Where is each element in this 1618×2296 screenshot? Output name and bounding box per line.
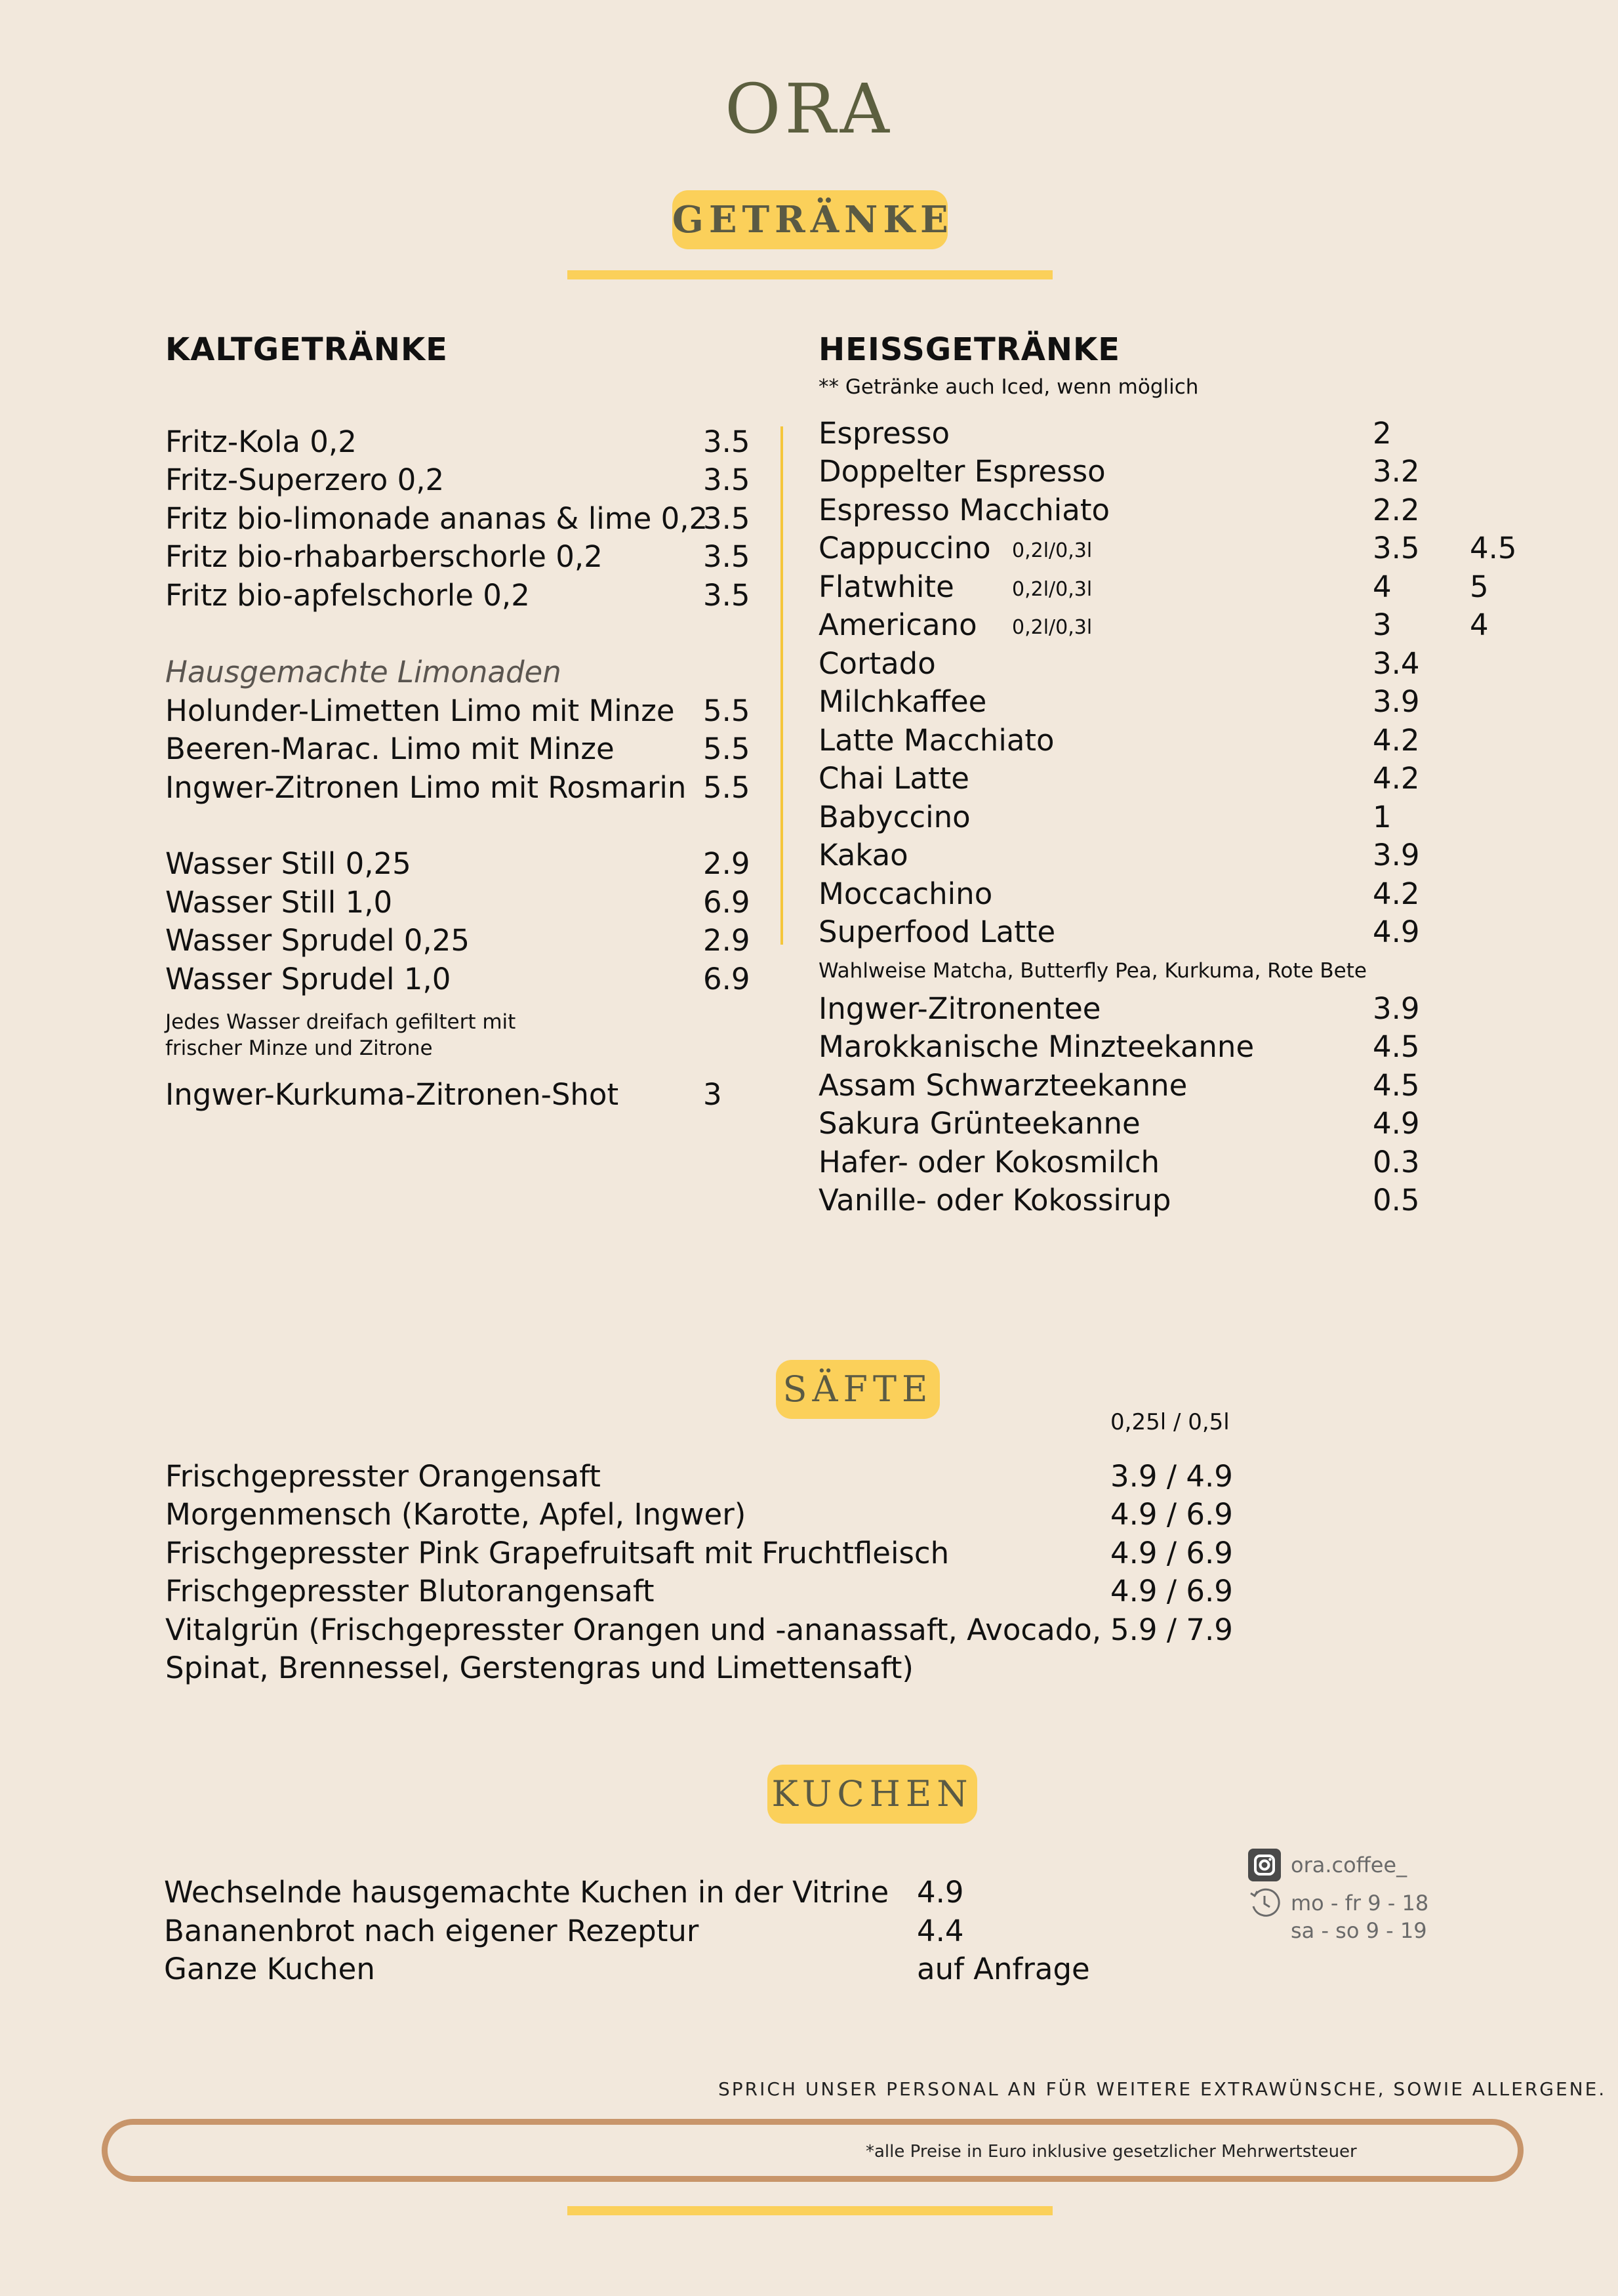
allergen-note: SPRICH UNSER PERSONAL AN FÜR WEITERE EXTRAWÜNSCHE, SOWIE ALLERGENE. — [718, 2078, 1607, 2100]
cake-name: Bananenbrot nach eigener Rezeptur — [164, 1914, 699, 1948]
cake-name: Wechselnde hausgemachte Kuchen in der Vitrine — [164, 1875, 889, 1910]
juice-name: Vitalgrün (Frischgepresster Orangen und -ananassaft, Avocado, — [165, 1612, 1102, 1647]
cake-name: Ganze Kuchen — [164, 1952, 375, 1986]
juice-price: 4.9 / 6.9 — [1110, 1497, 1233, 1532]
juice-name: Morgenmensch (Karotte, Apfel, Ingwer) — [165, 1497, 746, 1532]
saefte-badge: SÄFTE — [776, 1360, 940, 1419]
wasser-note: Jedes Wasser dreifach gefiltert mit frischer Minze und Zitrone — [165, 1010, 516, 1060]
juice-name: Frischgepresster Orangensaft — [165, 1459, 601, 1494]
juice-price: 5.9 / 7.9 — [1110, 1612, 1233, 1647]
cake-price: 4.4 — [917, 1914, 964, 1948]
getraenke-badge: GETRÄNKE — [672, 190, 948, 249]
price-note: *alle Preise in Euro inklusive gesetzlicher Mehrwertsteuer — [866, 2142, 1357, 2162]
instagram-icon[interactable] — [1248, 1849, 1281, 1881]
juice-name-continued: Spinat, Brennessel, Gerstengras und Limettensaft) — [165, 1650, 914, 1685]
bottom-rule — [567, 2206, 1053, 2215]
cake-price: 4.9 — [917, 1875, 964, 1910]
juice-size-header: 0,25l / 0,5l — [1110, 1409, 1230, 1435]
title-underline — [567, 270, 1053, 279]
kuchen-badge: KUCHEN — [767, 1765, 977, 1824]
juice-name: Frischgepresster Blutorangensaft — [165, 1574, 655, 1609]
superfood-note: Wahlweise Matcha, Butterfly Pea, Kurkuma, Rote Bete — [819, 959, 1367, 983]
clock-icon — [1248, 1887, 1281, 1919]
instagram-handle[interactable]: ora.coffee_ — [1291, 1853, 1407, 1877]
iced-note: ** Getränke auch Iced, wenn möglich — [819, 375, 1199, 399]
logo: ORA — [725, 69, 893, 149]
limo-subheading: Hausgemachte Limonaden — [165, 655, 561, 689]
kalt-heading: KALTGETRÄNKE — [165, 331, 448, 368]
column-divider — [780, 426, 783, 945]
juice-name: Frischgepresster Pink Grapefruitsaft mit Fruchtfleisch — [165, 1536, 950, 1570]
heiss-heading: HEISSGETRÄNKE — [819, 331, 1120, 368]
menu-page: ORA GETRÄNKE KALTGETRÄNKE Fritz-Kola 0,2 3.5 Fritz-Superzero 0,2 3.5 Fritz bio-limonade ananas & lime 0,2 3.5 Fritz bio-rhabarberschorle 0,2 3.5 Fritz bio-apfelschorle 0,2 3.5 Hausgemachte Limonaden Holunder-Limetten Limo mit Minze 5.5 Beeren-Marac. Limo mit Minze 5.5 Ingwer-Zitronen Limo mit Rosmarin 5.5 Wasser Still 0,25 2.9 Wasser Still 1,0 6.9 Wasser Sprudel 0,25 2.9 Wasser Sprudel 1,0 6.9 Jedes Wasser dreifach gefiltert mit frischer Minze und Zitrone Ingwer-Kurkuma-Zitronen-Shot 3 HEISSGETRÄNKE ** Getränke auch Iced, wenn möglich Espresso 2 Doppelter Espresso 3.2 Espresso Macchiato 2.2 Cappuccino 0,2l/0,3l 3.5 4.5 Flatwhite 0,2l/0,3l 4 5 Americano 0,2l/0,3l 3 4 Cortado 3.4 Milchkaffee 3.9 Latte Macchiato 4.2 Chai Latte 4.2 Babyccino 1 Kakao 3.9 Moccachino 4.2 Superfood Latte 4.9 Wahlweise Matcha, Butterfly Pea, Kurkuma, Rote Bete Ingwer-Zitronentee 3.9 Marokkanische Minzteekanne 4.5 Assam Schwarzteekanne 4.5 Sakura Grünteekanne 4.9 Hafer- oder Kokosmilch 0.3 Vanille- oder Kokossirup 0.5 SÄFTE 0,25l / 0,5l Frischgepresster Orangensaft 3.9 / 4.9 Morgenmensch (Karotte, Apfel, Ingwer) 4.9 / 6.9 Frischgepresster Pink Grapefruitsaft mit Fruchtfleisch 4.9 / 6.9 Frischgepresster Blutorangensaft 4.9 / 6.9 Vitalgrün (Frischgepresster Orangen und -ananassaft, Avocado, 5.9 / 7.9 Spinat, Brennessel, Gerstengras und Limettensaft) KUCHEN Wechselnde hausgemachte Kuchen in der Vitrine 4.9 Bananenbrot nach eigener Rezeptur 4.4 Ganze Kuchen auf Anfrage ora.coffee_ mo - fr 9 - 18 sa - so 9 - 19 SPRICH UNSER PERSONAL AN FÜR WEITERE EXTRAWÜNSCHE, SOWIE ALLERGENE. *alle Preise in Euro inklusive gesetzlicher Mehrwertsteuer — [0, 0, 1618, 2296]
cake-price: auf Anfrage — [917, 1952, 1090, 1986]
juice-price: 3.9 / 4.9 — [1110, 1459, 1233, 1494]
juice-price: 4.9 / 6.9 — [1110, 1574, 1233, 1609]
juice-price: 4.9 / 6.9 — [1110, 1536, 1233, 1570]
opening-hours: mo - fr 9 - 18 sa - so 9 - 19 — [1291, 1891, 1429, 1943]
